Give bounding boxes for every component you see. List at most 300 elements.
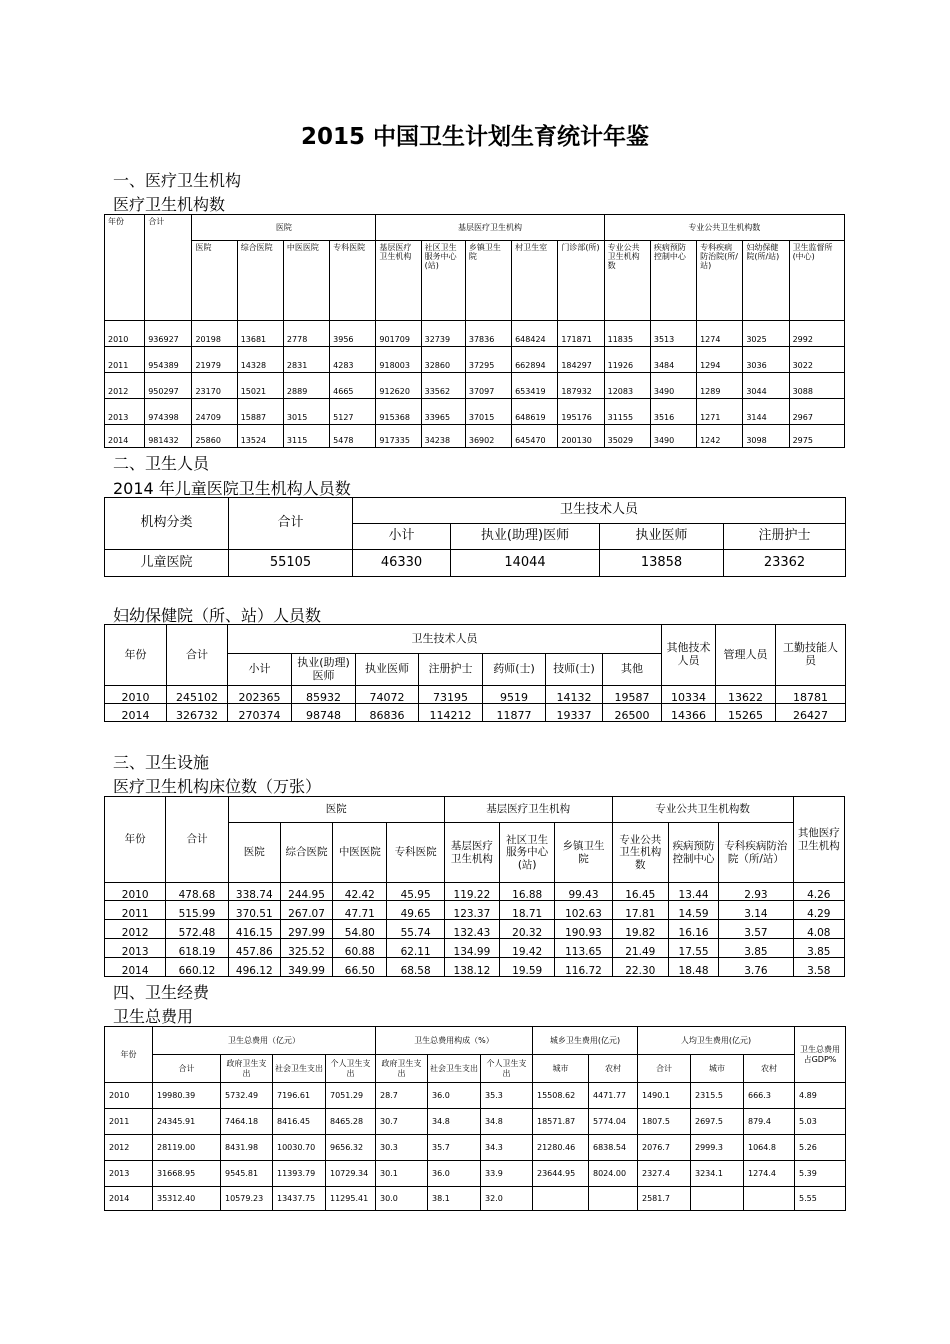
cell: 45.95	[387, 883, 444, 901]
cell: 2889	[283, 373, 329, 399]
cell: 950297	[145, 373, 192, 399]
cell: 102.63	[555, 901, 612, 920]
cell: 5.39	[795, 1161, 846, 1187]
col-header: 妇幼保健院(所/站)	[743, 241, 789, 321]
cell: 36902	[465, 425, 511, 448]
cell: 8024.00	[589, 1161, 638, 1187]
cell: 37097	[465, 373, 511, 399]
col-header: 综合医院	[237, 241, 283, 321]
cell: 7051.29	[326, 1083, 376, 1109]
cell: 3088	[789, 373, 844, 399]
cell: 3484	[650, 347, 696, 373]
cell: 2011	[105, 901, 166, 920]
cell: 31668.95	[153, 1161, 221, 1187]
col-header: 中医医院	[333, 823, 387, 883]
cell: 儿童医院	[105, 550, 229, 577]
col-header: 专科医院	[330, 241, 376, 321]
cell: 662894	[512, 347, 558, 373]
cell: 14.59	[668, 901, 718, 920]
col-header: 社会卫生支出	[273, 1055, 326, 1083]
group-header-total-expenditure: 卫生总费用（亿元）	[153, 1027, 376, 1055]
cell: 2012	[105, 920, 166, 939]
cell: 15265	[716, 704, 776, 722]
col-header: 社区卫生服务中心(站)	[500, 823, 555, 883]
cell: 14328	[237, 347, 283, 373]
col-header: 农村	[589, 1055, 638, 1083]
col-header: 医院	[192, 241, 237, 321]
cell: 2967	[789, 399, 844, 425]
cell: 3022	[789, 347, 844, 373]
col-header-other: 其他医疗卫生机构	[793, 797, 844, 883]
cell: 3044	[743, 373, 789, 399]
cell: 325.52	[280, 939, 332, 958]
cell: 19.82	[612, 920, 668, 939]
col-header: 政府卫生支出	[376, 1055, 428, 1083]
cell: 3.85	[719, 939, 793, 958]
table-title: 妇幼保健院（所、站）人员数	[113, 606, 322, 625]
cell: 2014	[105, 1187, 153, 1211]
cell: 2697.5	[691, 1109, 744, 1135]
cell: 68.58	[387, 958, 444, 977]
cell: 23170	[192, 373, 237, 399]
cell: 2.93	[719, 883, 793, 901]
cell: 4283	[330, 347, 376, 373]
cell: 1064.8	[744, 1135, 795, 1161]
table-row	[105, 958, 845, 977]
cell: 2012	[105, 373, 145, 399]
cell: 16.88	[500, 883, 555, 901]
cell: 14132	[546, 686, 603, 704]
cell: 4665	[330, 373, 376, 399]
group-header-public: 专业公共卫生机构数	[612, 797, 793, 823]
section-heading: 三、卫生设施	[113, 753, 210, 772]
cell: 7464.18	[221, 1109, 273, 1135]
col-header: 乡镇卫生院	[555, 823, 612, 883]
cell: 3516	[650, 399, 696, 425]
cell: 478.68	[166, 883, 228, 901]
table-title: 2014 年儿童医院卫生机构人员数	[113, 479, 351, 498]
cell: 879.4	[744, 1109, 795, 1135]
cell: 981432	[145, 425, 192, 448]
col-header: 专科医院	[387, 823, 444, 883]
page-title: 2015 中国卫生计划生育统计年鉴	[300, 124, 650, 150]
cell: 648619	[512, 399, 558, 425]
cell: 3.57	[719, 920, 793, 939]
col-header: 小计	[228, 654, 292, 686]
col-header: 技师(士)	[546, 654, 603, 686]
cell: 19.42	[500, 939, 555, 958]
cell: 195176	[558, 399, 604, 425]
cell: 515.99	[166, 901, 228, 920]
cell: 66.50	[333, 958, 387, 977]
cell	[744, 1187, 795, 1211]
cell: 35029	[604, 425, 650, 448]
cell: 244.95	[280, 883, 332, 901]
cell: 1274.4	[744, 1161, 795, 1187]
cell: 1271	[697, 399, 743, 425]
cell: 26427	[776, 704, 846, 722]
cell: 34.8	[481, 1109, 533, 1135]
cell: 25860	[192, 425, 237, 448]
cell: 30.7	[376, 1109, 428, 1135]
cell: 3144	[743, 399, 789, 425]
cell: 2012	[105, 1135, 153, 1161]
cell: 915368	[376, 399, 421, 425]
cell: 10579.23	[221, 1187, 273, 1211]
cell: 11295.41	[326, 1187, 376, 1211]
cell: 19980.39	[153, 1083, 221, 1109]
cell: 1289	[697, 373, 743, 399]
cell: 3.58	[793, 958, 844, 977]
cell: 23644.95	[533, 1161, 589, 1187]
table-row	[105, 939, 845, 958]
cell: 20.32	[500, 920, 555, 939]
cell: 36.0	[428, 1161, 481, 1187]
col-header-year: 年份	[105, 1027, 153, 1083]
cell: 22.30	[612, 958, 668, 977]
childrens-hospital-staff-table	[104, 497, 846, 577]
col-header: 农村	[744, 1055, 795, 1083]
cell: 4.26	[793, 883, 844, 901]
cell: 18.48	[668, 958, 718, 977]
cell: 5.03	[795, 1109, 846, 1135]
cell: 19337	[546, 704, 603, 722]
cell: 3234.1	[691, 1161, 744, 1187]
cell: 14044	[451, 550, 600, 577]
table-title: 卫生总费用	[113, 1007, 194, 1026]
cell: 270374	[228, 704, 292, 722]
cell: 30.0	[376, 1187, 428, 1211]
cell: 33.9	[481, 1161, 533, 1187]
cell: 2011	[105, 347, 145, 373]
cell: 2010	[105, 1083, 153, 1109]
col-header: 药师(士)	[483, 654, 546, 686]
group-header-primary: 基层医疗卫生机构	[376, 215, 604, 241]
cell: 4.89	[795, 1083, 846, 1109]
table-row	[105, 550, 846, 577]
cell: 33562	[421, 373, 465, 399]
cell: 11877	[483, 704, 546, 722]
cell: 8431.98	[221, 1135, 273, 1161]
cell: 8465.28	[326, 1109, 376, 1135]
col-header: 疾病预防控制中心	[650, 241, 696, 321]
cell: 21.49	[612, 939, 668, 958]
cell: 123.37	[444, 901, 499, 920]
cell: 9656.32	[326, 1135, 376, 1161]
cell: 171871	[558, 321, 604, 347]
table-row	[105, 901, 845, 920]
cell: 18571.87	[533, 1109, 589, 1135]
cell: 370.51	[228, 901, 280, 920]
cell: 5.26	[795, 1135, 846, 1161]
col-header: 门诊部(所)	[558, 241, 604, 321]
table-row	[105, 1109, 846, 1135]
cell: 116.72	[555, 958, 612, 977]
col-header: 基层医疗卫生机构	[376, 241, 421, 321]
cell: 132.43	[444, 920, 499, 939]
cell: 12083	[604, 373, 650, 399]
cell: 13622	[716, 686, 776, 704]
cell: 2013	[105, 939, 166, 958]
col-header-year: 年份	[105, 797, 166, 883]
cell: 245102	[167, 686, 228, 704]
table-title: 医疗卫生机构数	[113, 195, 226, 214]
cell: 24345.91	[153, 1109, 221, 1135]
col-header: 个人卫生支出	[481, 1055, 533, 1083]
col-header: 基层医疗卫生机构	[444, 823, 499, 883]
cell: 297.99	[280, 920, 332, 939]
cell: 4.29	[793, 901, 844, 920]
cell: 49.65	[387, 901, 444, 920]
cell: 37295	[465, 347, 511, 373]
cell	[691, 1187, 744, 1211]
cell: 37836	[465, 321, 511, 347]
col-header: 小计	[353, 524, 451, 550]
cell: 11926	[604, 347, 650, 373]
cell	[589, 1187, 638, 1211]
cell: 34.8	[428, 1109, 481, 1135]
cell: 660.12	[166, 958, 228, 977]
cell: 2010	[105, 883, 166, 901]
cell: 15887	[237, 399, 283, 425]
col-header: 执业医师	[356, 654, 419, 686]
cell: 33965	[421, 399, 465, 425]
cell: 954389	[145, 347, 192, 373]
cell: 54.80	[333, 920, 387, 939]
col-header-total: 合计	[145, 215, 192, 321]
section-heading: 一、医疗卫生机构	[113, 171, 242, 190]
cell: 3098	[743, 425, 789, 448]
cell: 13437.75	[273, 1187, 326, 1211]
col-header: 专科疾病防治院(所/站)	[697, 241, 743, 321]
col-header: 乡镇卫生院	[465, 241, 511, 321]
maternal-child-staff-table	[104, 624, 846, 722]
col-header: 卫生监督所(中心)	[789, 241, 844, 321]
cell: 974398	[145, 399, 192, 425]
col-header: 执业医师	[600, 524, 724, 550]
col-header: 执业(助理)医师	[451, 524, 600, 550]
cell: 1490.1	[638, 1083, 691, 1109]
cell: 18781	[776, 686, 846, 704]
cell: 3115	[283, 425, 329, 448]
col-header: 中医医院	[283, 241, 329, 321]
cell: 2014	[105, 425, 145, 448]
cell: 2013	[105, 1161, 153, 1187]
cell: 618.19	[166, 939, 228, 958]
section-heading: 四、卫生经费	[113, 983, 210, 1002]
cell: 35.7	[428, 1135, 481, 1161]
cell: 32739	[421, 321, 465, 347]
cell: 3956	[330, 321, 376, 347]
cell: 35.3	[481, 1083, 533, 1109]
cell: 416.15	[228, 920, 280, 939]
table-row	[105, 321, 845, 347]
cell: 138.12	[444, 958, 499, 977]
cell: 30.3	[376, 1135, 428, 1161]
cell: 32.0	[481, 1187, 533, 1211]
col-header: 城市	[533, 1055, 589, 1083]
col-header-year: 年份	[105, 215, 145, 321]
cell: 15508.62	[533, 1083, 589, 1109]
cell: 5.55	[795, 1187, 846, 1211]
cell: 98748	[292, 704, 356, 722]
cell: 36.0	[428, 1083, 481, 1109]
col-header: 合计	[153, 1055, 221, 1083]
cell: 4.08	[793, 920, 844, 939]
cell: 20198	[192, 321, 237, 347]
cell: 34238	[421, 425, 465, 448]
col-header: 综合医院	[280, 823, 332, 883]
col-header: 政府卫生支出	[221, 1055, 273, 1083]
col-header: 合计	[638, 1055, 691, 1083]
cell: 21280.46	[533, 1135, 589, 1161]
cell: 349.99	[280, 958, 332, 977]
cell: 3513	[650, 321, 696, 347]
cell: 10334	[662, 686, 716, 704]
cell: 2999.3	[691, 1135, 744, 1161]
cell: 17.81	[612, 901, 668, 920]
cell: 912620	[376, 373, 421, 399]
cell: 16.16	[668, 920, 718, 939]
cell: 114212	[419, 704, 483, 722]
table-row	[105, 1161, 846, 1187]
cell: 3.76	[719, 958, 793, 977]
table-row	[105, 399, 845, 425]
cell: 5774.04	[589, 1109, 638, 1135]
cell: 15021	[237, 373, 283, 399]
col-header-total: 合计	[167, 625, 228, 686]
col-header-gdp-share: 卫生总费用占GDP%	[795, 1027, 846, 1083]
cell: 74072	[356, 686, 419, 704]
cell: 200130	[558, 425, 604, 448]
group-header-urban-rural: 城乡卫生费用(亿元)	[533, 1027, 638, 1055]
cell: 10030.70	[273, 1135, 326, 1161]
group-header-health-tech: 卫生技术人员	[353, 498, 846, 524]
cell: 31155	[604, 399, 650, 425]
cell: 35312.40	[153, 1187, 221, 1211]
cell: 28.7	[376, 1083, 428, 1109]
table-title: 医疗卫生机构床位数（万张）	[113, 777, 322, 796]
cell: 572.48	[166, 920, 228, 939]
cell: 55.74	[387, 920, 444, 939]
cell: 5478	[330, 425, 376, 448]
cell: 38.1	[428, 1187, 481, 1211]
group-header-primary: 基层医疗卫生机构	[444, 797, 612, 823]
cell: 648424	[512, 321, 558, 347]
health-expenditure-table	[104, 1026, 846, 1211]
cell: 1274	[697, 321, 743, 347]
col-header: 疾病预防控制中心	[668, 823, 718, 883]
cell: 1807.5	[638, 1109, 691, 1135]
col-header: 注册护士	[724, 524, 846, 550]
col-header-other-tech: 其他技术人员	[662, 625, 716, 686]
group-header-hospital: 医院	[192, 215, 376, 241]
cell: 457.86	[228, 939, 280, 958]
cell: 1294	[697, 347, 743, 373]
cell: 99.43	[555, 883, 612, 901]
col-header: 专业公共卫生机构数	[604, 241, 650, 321]
col-header: 社区卫生服务中心(站)	[421, 241, 465, 321]
cell: 2076.7	[638, 1135, 691, 1161]
cell: 338.74	[228, 883, 280, 901]
cell: 666.3	[744, 1083, 795, 1109]
cell: 917335	[376, 425, 421, 448]
col-header: 专业公共卫生机构数	[612, 823, 668, 883]
cell: 326732	[167, 704, 228, 722]
group-header-health-tech: 卫生技术人员	[228, 625, 662, 654]
cell: 3490	[650, 425, 696, 448]
cell: 60.88	[333, 939, 387, 958]
cell: 47.71	[333, 901, 387, 920]
cell: 936927	[145, 321, 192, 347]
cell: 19587	[603, 686, 662, 704]
group-header-hospital: 医院	[228, 797, 444, 823]
col-header-management: 管理人员	[716, 625, 776, 686]
cell: 119.22	[444, 883, 499, 901]
cell: 13.44	[668, 883, 718, 901]
cell: 37015	[465, 399, 511, 425]
cell: 34.3	[481, 1135, 533, 1161]
cell: 9545.81	[221, 1161, 273, 1187]
cell: 4471.77	[589, 1083, 638, 1109]
cell: 24709	[192, 399, 237, 425]
cell: 5732.49	[221, 1083, 273, 1109]
cell: 42.42	[333, 883, 387, 901]
cell: 2975	[789, 425, 844, 448]
table-row	[105, 1187, 846, 1211]
col-header: 个人卫生支出	[326, 1055, 376, 1083]
cell	[533, 1187, 589, 1211]
cell: 14366	[662, 704, 716, 722]
cell: 3036	[743, 347, 789, 373]
col-header-year: 年份	[105, 625, 167, 686]
cell: 2011	[105, 1109, 153, 1135]
col-header: 城市	[691, 1055, 744, 1083]
cell: 645470	[512, 425, 558, 448]
col-header: 社会卫生支出	[428, 1055, 481, 1083]
cell: 653419	[512, 373, 558, 399]
cell: 2010	[105, 686, 167, 704]
cell: 187932	[558, 373, 604, 399]
cell: 2315.5	[691, 1083, 744, 1109]
col-header-total: 合计	[229, 498, 353, 550]
cell: 11835	[604, 321, 650, 347]
cell: 5127	[330, 399, 376, 425]
col-header: 医院	[228, 823, 280, 883]
table-row	[105, 347, 845, 373]
group-header-composition: 卫生总费用构成（%）	[376, 1027, 533, 1055]
cell: 113.65	[555, 939, 612, 958]
cell: 13858	[600, 550, 724, 577]
cell: 23362	[724, 550, 846, 577]
cell: 2014	[105, 704, 167, 722]
cell: 32860	[421, 347, 465, 373]
table-row	[105, 704, 846, 722]
cell: 901709	[376, 321, 421, 347]
cell: 3490	[650, 373, 696, 399]
cell: 184297	[558, 347, 604, 373]
cell: 13681	[237, 321, 283, 347]
cell: 3.14	[719, 901, 793, 920]
group-header-public: 专业公共卫生机构数	[604, 215, 844, 241]
cell: 918003	[376, 347, 421, 373]
col-header-total: 合计	[166, 797, 228, 883]
cell: 2010	[105, 321, 145, 347]
cell: 30.1	[376, 1161, 428, 1187]
beds-table	[104, 796, 845, 977]
cell: 86836	[356, 704, 419, 722]
cell: 8416.45	[273, 1109, 326, 1135]
